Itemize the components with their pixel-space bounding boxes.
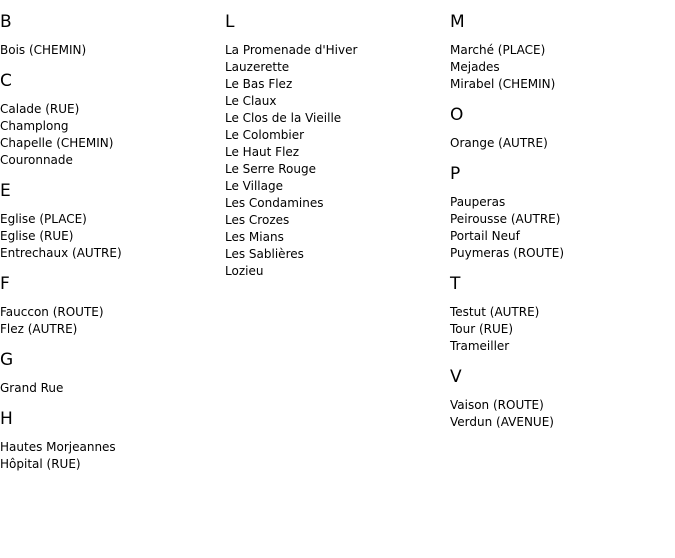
letter-group [450, 105, 670, 152]
street-link[interactable]: Les Sablières [225, 247, 304, 261]
letter-group [450, 164, 670, 262]
street-link[interactable]: Grand Rue [0, 381, 64, 395]
letter-group [450, 274, 670, 355]
letter-heading: G [0, 350, 14, 370]
street-index-column-2 [225, 0, 445, 292]
letter-group [0, 181, 220, 262]
street-link[interactable]: Champlong [0, 119, 69, 133]
street-link[interactable]: Le Haut Flez [225, 145, 300, 159]
letter-heading: P [450, 164, 461, 184]
street-link[interactable]: Lauzerette [225, 60, 290, 74]
letter-heading: M [450, 12, 465, 32]
street-link[interactable]: Puymeras (ROUTE) [450, 246, 564, 260]
letter-heading: L [225, 12, 235, 32]
letter-group [450, 12, 670, 93]
street-link[interactable]: Calade (RUE) [0, 102, 80, 116]
street-link[interactable]: Peirousse (AUTRE) [450, 212, 561, 226]
street-link[interactable]: Le Bas Flez [225, 77, 293, 91]
street-link[interactable]: Verdun (AVENUE) [450, 415, 554, 429]
street-list [450, 194, 670, 262]
street-link[interactable]: Mejades [450, 60, 500, 74]
street-link[interactable]: Le Village [225, 179, 283, 193]
letter-group [0, 71, 220, 169]
street-list [225, 42, 445, 280]
street-link[interactable]: Flez (AUTRE) [0, 322, 78, 336]
street-link[interactable]: Lozieu [225, 264, 264, 278]
street-link[interactable]: Orange (AUTRE) [450, 136, 548, 150]
street-link[interactable]: Marché (PLACE) [450, 43, 546, 57]
street-link[interactable]: Testut (AUTRE) [450, 305, 540, 319]
letter-group [0, 12, 220, 59]
street-link[interactable]: Le Clos de la Vieille [225, 111, 342, 125]
street-list [450, 304, 670, 355]
letter-group [225, 12, 445, 280]
street-list [0, 211, 220, 262]
street-link[interactable]: Mirabel (CHEMIN) [450, 77, 556, 91]
street-index-column-3 [450, 0, 670, 443]
street-link[interactable]: Le Claux [225, 94, 277, 108]
street-link[interactable]: Vaison (ROUTE) [450, 398, 544, 412]
street-list [0, 42, 220, 59]
street-link[interactable]: La Promenade d'Hiver [225, 43, 358, 57]
street-list [450, 42, 670, 93]
letter-heading: V [450, 367, 462, 387]
street-link[interactable]: Hôpital (RUE) [0, 457, 81, 471]
street-link[interactable]: Couronnade [0, 153, 73, 167]
street-link[interactable]: Portail Neuf [450, 229, 520, 243]
letter-heading: E [0, 181, 11, 201]
street-link[interactable]: Chapelle (CHEMIN) [0, 136, 114, 150]
street-link[interactable]: Pauperas [450, 195, 506, 209]
street-link[interactable]: Le Colombier [225, 128, 305, 142]
street-list [450, 135, 670, 152]
street-link[interactable]: Le Serre Rouge [225, 162, 317, 176]
letter-heading: C [0, 71, 12, 91]
street-link[interactable]: Les Crozes [225, 213, 290, 227]
street-link[interactable]: Entrechaux (AUTRE) [0, 246, 122, 260]
letter-heading: O [450, 105, 464, 125]
letter-heading: H [0, 409, 13, 429]
street-link[interactable]: Hautes Morjeannes [0, 440, 116, 454]
letter-heading: B [0, 12, 12, 32]
letter-heading: F [0, 274, 10, 294]
street-link[interactable]: Bois (CHEMIN) [0, 43, 87, 57]
letter-heading: T [450, 274, 461, 294]
street-link[interactable]: Tour (RUE) [450, 322, 514, 336]
street-link[interactable]: Les Mians [225, 230, 284, 244]
street-list [0, 439, 220, 473]
letter-group [0, 409, 220, 473]
street-link[interactable]: Fauccon (ROUTE) [0, 305, 104, 319]
letter-group [0, 350, 220, 397]
street-list [0, 101, 220, 169]
street-link[interactable]: Les Condamines [225, 196, 324, 210]
street-link[interactable]: Eglise (PLACE) [0, 212, 87, 226]
street-list [450, 397, 670, 431]
letter-group [0, 274, 220, 338]
street-link[interactable]: Trameiller [450, 339, 510, 353]
street-index-column-1 [0, 0, 220, 485]
letter-group [450, 367, 670, 431]
street-list [0, 380, 220, 397]
street-link[interactable]: Eglise (RUE) [0, 229, 74, 243]
street-list [0, 304, 220, 338]
